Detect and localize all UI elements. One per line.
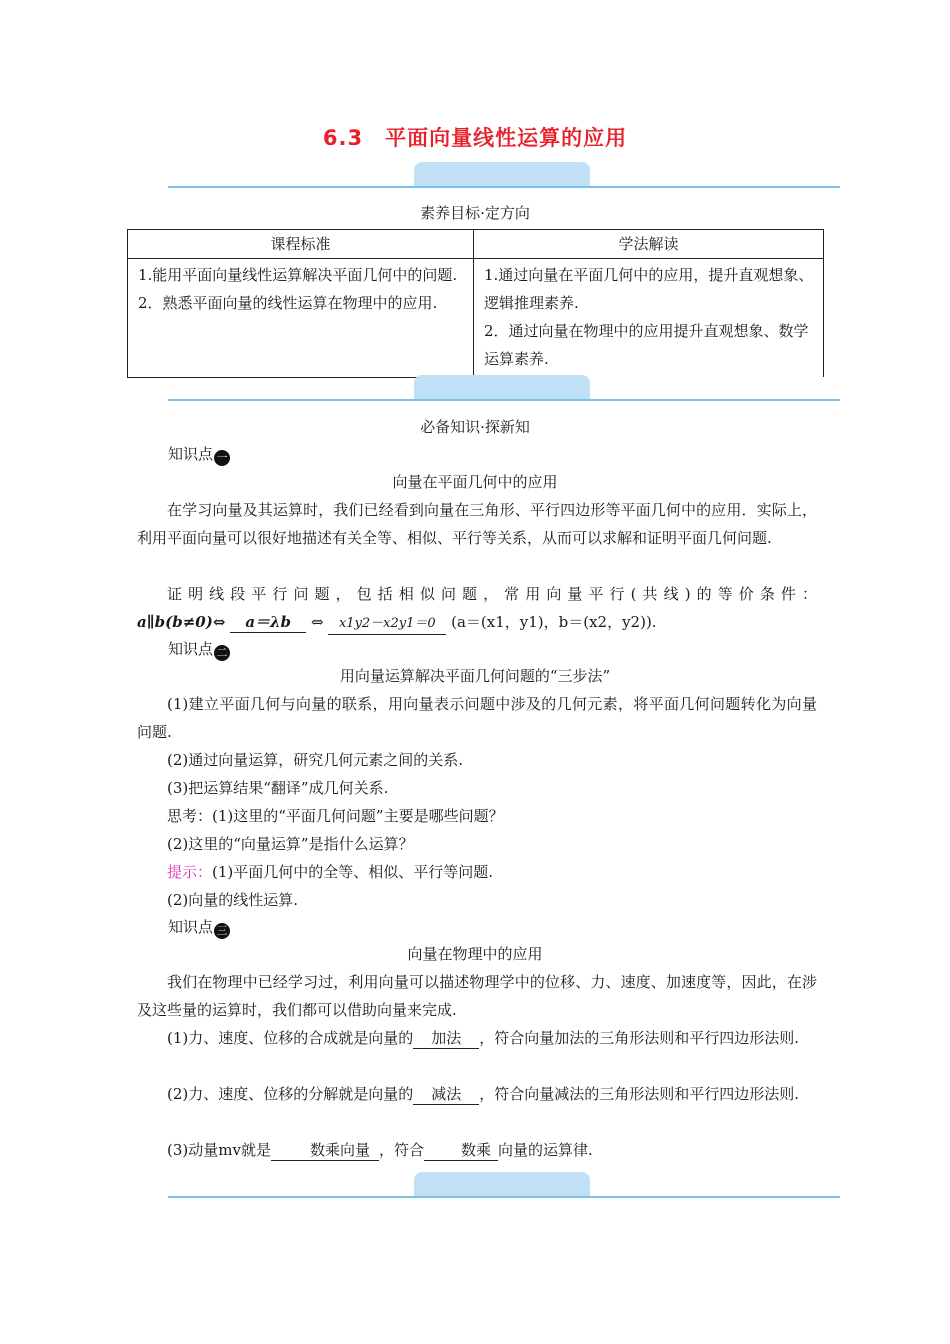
kp3-item-3: (3)动量mv就是 数乘向量 ，符合 数乘 向量的运算律.	[167, 1141, 593, 1159]
blank-scalar: 数乘	[424, 1140, 498, 1161]
kp3-paragraph: 我们在物理中已经学习过，利用向量可以描述物理学中的位移、力、速度、加速度等，因此，在涉及这些量的运算时，我们都可以借助向量来完成.	[137, 973, 817, 1019]
blank-lambda: a＝λb	[230, 612, 306, 633]
parallel-condition: a∥b(b≠0)⇔	[137, 613, 226, 631]
table-cell-curriculum	[128, 259, 474, 378]
curriculum-item-2: 2．熟悉平面向量的线性运算在物理中的应用.	[138, 294, 438, 312]
table-cell-method	[474, 259, 824, 378]
kp2-think-2: (2)这里的“向量运算”是指什么运算？	[167, 835, 414, 853]
coordinate-note: (a＝(x1，y1)，b＝(x2，y2)).	[451, 613, 657, 631]
section-band-line	[168, 186, 840, 188]
number-two-icon: 二	[214, 645, 230, 661]
knowledge-point-1-label	[168, 440, 230, 468]
equivalence-arrow: ⇔	[310, 613, 324, 631]
kp3-item-1: (1)力、速度、位移的合成就是向量的 加法 ，符合向量加法的三角形法则和平行四边形法则.	[167, 1029, 800, 1047]
kp2-hint-1: 提示：(1)平面几何中的全等、相似、平行等问题.	[167, 863, 494, 881]
page-title: 6.3 平面向量线性运算的应用	[322, 126, 628, 150]
kp2-title: 用向量运算解决平面几何问题的“三步法”	[339, 667, 611, 685]
method-item-1: 1.通过向量在平面几何中的应用，提升直观想象、逻辑推理素养.	[484, 266, 814, 312]
knowledge-point-2-label	[168, 635, 230, 663]
number-one-icon: 一	[214, 450, 230, 466]
kp1-title: 向量在平面几何中的应用	[392, 473, 558, 491]
section-band-line	[168, 1196, 840, 1198]
hint-label: 提示：	[167, 863, 213, 881]
kp-label: 知识点	[168, 918, 214, 936]
blank-scalar-vector: 数乘向量	[271, 1140, 379, 1161]
kp-label: 知识点	[168, 445, 214, 463]
kp2-hint-2: (2)向量的线性运算.	[167, 891, 299, 909]
method-item-2: 2．通过向量在物理中的应用提升直观想象、数学运算素养.	[484, 322, 809, 368]
blank-subtraction: 减法	[413, 1084, 479, 1105]
table-header-curriculum: 课程标准	[128, 230, 474, 259]
kp2-step-3: (3)把运算结果“翻译”成几何关系.	[167, 779, 389, 797]
goals-table	[127, 229, 824, 378]
section-band-line	[168, 399, 840, 401]
curriculum-item-1: 1.能用平面向量线性运算解决平面几何中的问题.	[138, 266, 458, 284]
blank-coordinates: x1y2－x2y1＝0	[328, 614, 446, 635]
kp2-step-2: (2)通过向量运算，研究几何元素之间的关系.	[167, 751, 464, 769]
section-heading-knowledge: 必备知识·探新知	[420, 418, 530, 436]
blank-addition: 加法	[413, 1028, 479, 1049]
kp1-condition-intro: 证明线段平行问题，包括相似问题，常用向量平行(共线)的等价条件：	[167, 585, 817, 603]
kp-label: 知识点	[168, 640, 214, 658]
kp3-title: 向量在物理中的应用	[407, 945, 543, 963]
section-band-tab	[414, 375, 590, 399]
kp1-paragraph: 在学习向量及其运算时，我们已经看到向量在三角形、平行四边形等平面几何中的应用．实际上，利用平面向量可以很好地描述有关全等、相似、平行等关系，从而可以求解和证明平面几何问题.	[137, 501, 817, 547]
kp2-think-1: 思考：(1)这里的“平面几何问题”主要是哪些问题？	[167, 807, 504, 825]
kp3-item-2: (2)力、速度、位移的分解就是向量的 减法 ，符合向量减法的三角形法则和平行四边形法则.	[167, 1085, 800, 1103]
table-header-method: 学法解读	[474, 230, 824, 259]
section-band-tab	[414, 1172, 590, 1196]
number-three-icon: 三	[214, 923, 230, 939]
section-band-tab	[414, 162, 590, 186]
section-heading-goals: 素养目标·定方向	[420, 204, 530, 222]
kp2-step-1: (1)建立平面几何与向量的联系，用向量表示问题中涉及的几何元素，将平面几何问题转化为向量问题.	[137, 695, 817, 741]
kp1-condition-line	[137, 608, 817, 636]
knowledge-point-3-label	[168, 913, 230, 941]
